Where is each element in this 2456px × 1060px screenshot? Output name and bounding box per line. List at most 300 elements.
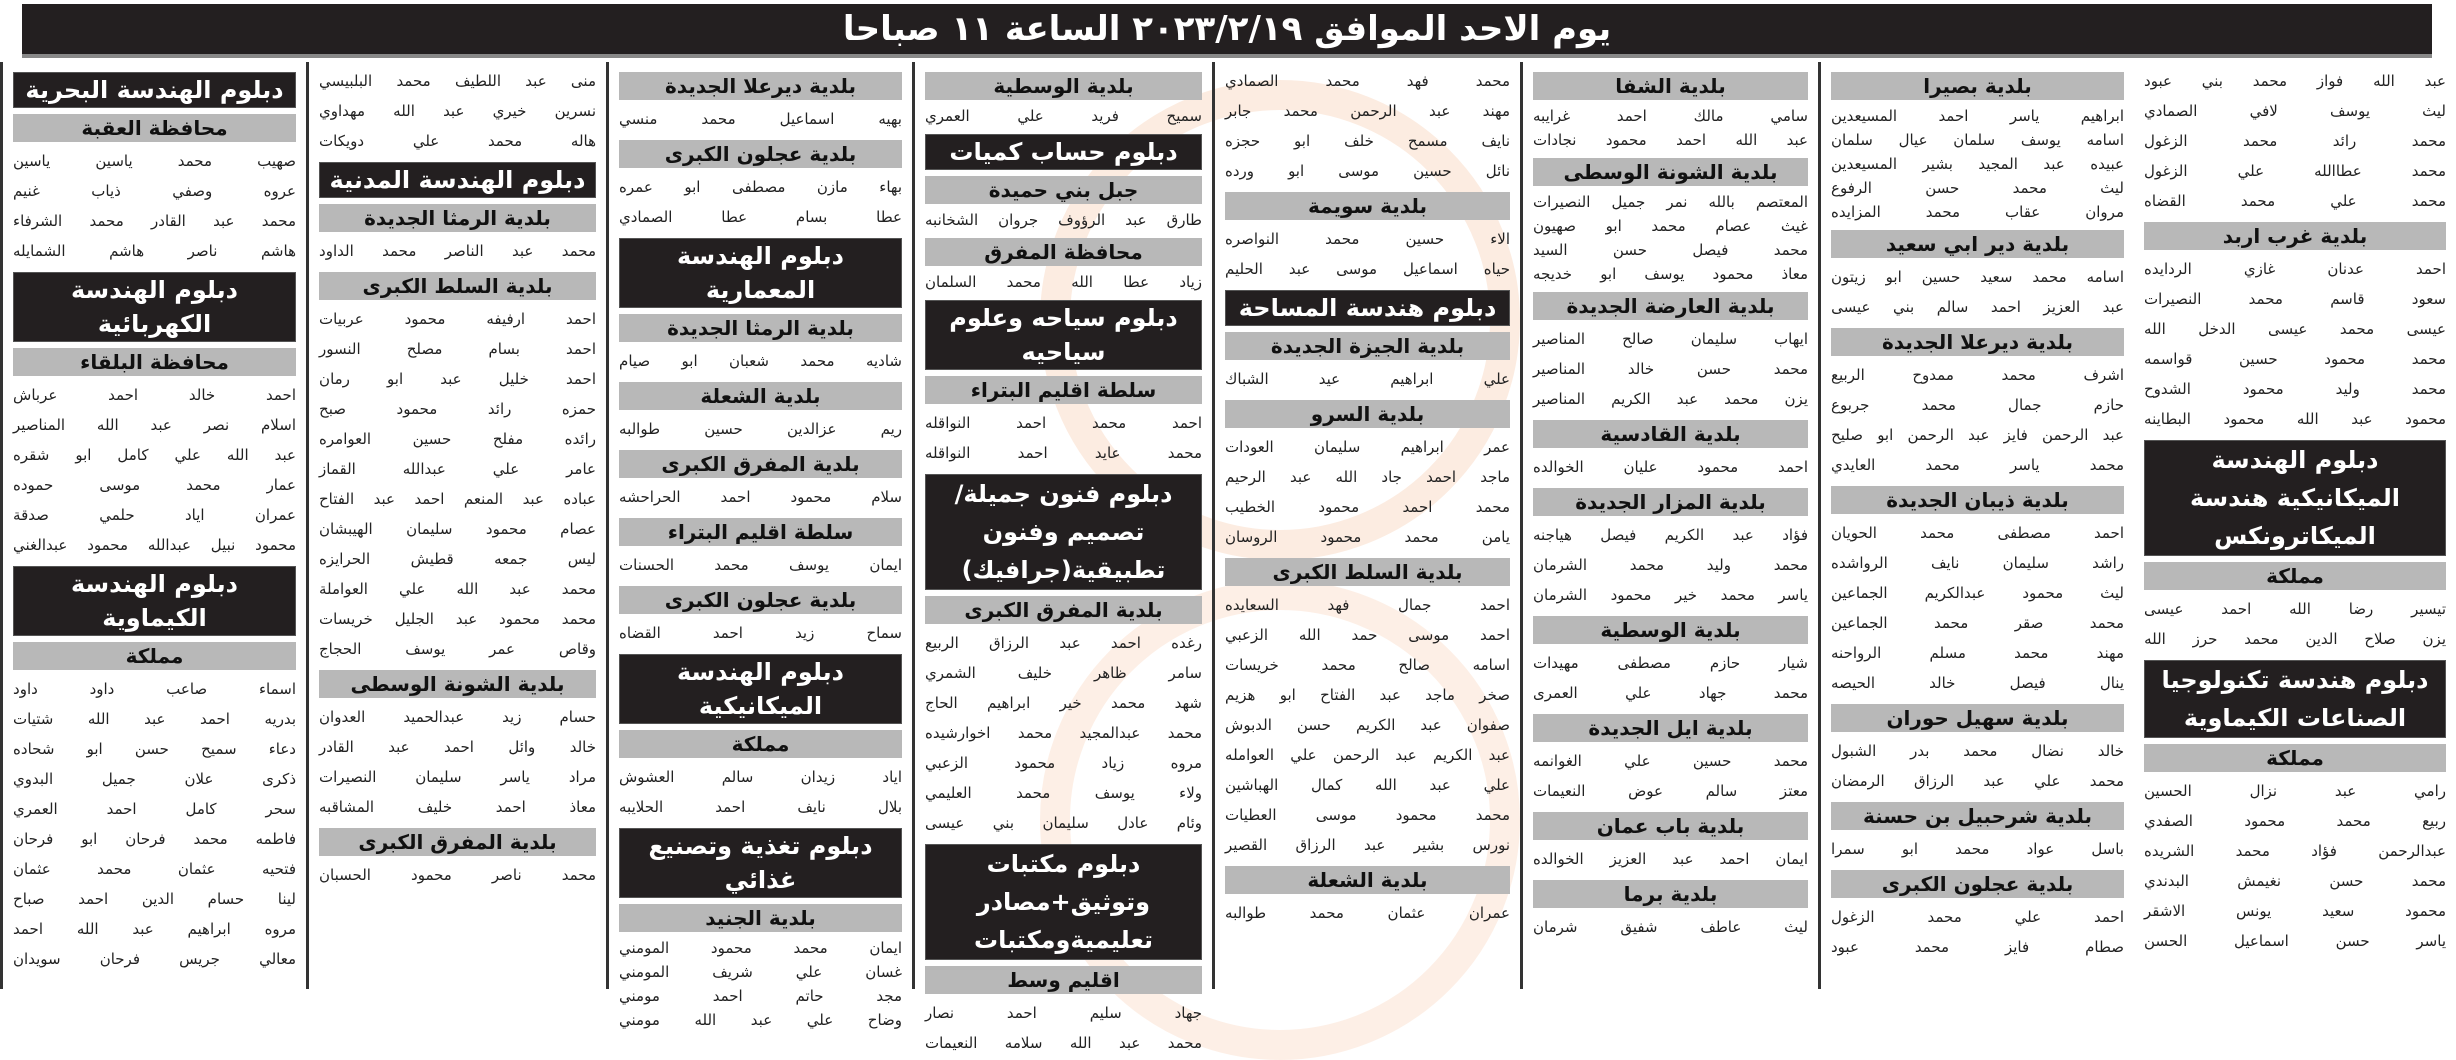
name-part: سميح — [201, 740, 237, 758]
name-part: ليس — [567, 550, 596, 568]
municipality-heading: محافظة العقبة — [13, 114, 296, 142]
name-part: عبد — [2102, 298, 2124, 316]
name-part: فرحان — [99, 950, 140, 968]
name-row — [1533, 678, 1808, 708]
municipality-heading: بلدية عجلون الكبرى — [1831, 870, 2124, 898]
name-row — [2144, 624, 2446, 654]
name-part: فيصل — [1600, 526, 1637, 544]
name-part: بلال — [877, 798, 902, 816]
name-row — [925, 408, 1202, 438]
name-part: الجليل — [394, 610, 434, 628]
municipality-heading: بلدية سهيل حوران — [1831, 704, 2124, 732]
municipality-heading: بلدية شرحبيل بن حسنة — [1831, 802, 2124, 830]
name-part: الربيع — [1831, 366, 1865, 384]
municipality-heading: بلدية عجلون الكبرى — [619, 140, 902, 168]
name-part: عبد — [373, 490, 395, 508]
name-part: بدر — [1910, 742, 1930, 760]
name-row — [13, 854, 296, 884]
name-part: عبدالله — [402, 460, 446, 478]
name-part: ذكرى — [262, 770, 296, 788]
name-part: عثمان — [1387, 904, 1426, 922]
name-part: علي — [412, 132, 440, 150]
name-row — [1831, 736, 2124, 766]
name-row — [1533, 580, 1808, 610]
name-row — [13, 914, 296, 944]
name-part: زيد — [502, 708, 522, 726]
name-row — [619, 172, 902, 202]
name-part: ارفيفه — [486, 310, 526, 328]
name-part: رمان — [319, 370, 350, 388]
name-part: صيام — [619, 352, 651, 370]
name-part: احمد — [2094, 524, 2124, 542]
diploma-heading: دبلوم الهندسة الميكانيكية — [619, 654, 902, 724]
name-part: احمد — [1676, 131, 1707, 149]
name-part: حجزه — [1225, 132, 1261, 150]
columns-container — [0, 62, 2456, 1052]
name-row — [1225, 710, 1510, 740]
name-part: سعيد — [1980, 268, 2013, 286]
diploma-heading: دبلوم الهندسة البحرية — [13, 72, 296, 108]
name-part: محمود — [2405, 410, 2446, 428]
name-part: محمد — [561, 242, 596, 260]
name-part: عبد — [144, 710, 166, 728]
name-part: عبد — [150, 416, 172, 434]
name-part: فيصل — [1692, 241, 1729, 259]
name-part: المناصير — [1533, 360, 1586, 378]
name-part: فواز — [2316, 72, 2344, 90]
name-part: فهد — [1327, 596, 1350, 614]
name-part: العودات — [1225, 438, 1274, 456]
name-part: حسين — [1405, 230, 1445, 248]
name-part: محمود — [710, 939, 752, 957]
name-part: سليمان — [2002, 554, 2049, 572]
municipality-heading: بلدية السلط الكبرى — [1225, 558, 1510, 586]
name-part: محمود — [1610, 586, 1652, 604]
name-part: كامل — [185, 800, 217, 818]
name-part: الخوالده — [1533, 850, 1584, 868]
name-part: محمد — [2248, 290, 2283, 308]
name-row — [619, 618, 902, 648]
name-part: الله — [393, 102, 415, 120]
name-row — [619, 960, 902, 984]
name-part: عليان — [1623, 458, 1658, 476]
name-part: محمد — [186, 476, 221, 494]
name-row — [13, 440, 296, 470]
name-part: الله — [2144, 320, 2166, 338]
name-part: محمود — [790, 488, 832, 506]
name-part: الشرفاء — [13, 212, 63, 230]
name-part: محمد — [193, 830, 228, 848]
name-part: عبد — [1395, 746, 1417, 764]
name-part: الرحمن — [1907, 426, 1954, 444]
name-part: ربيع — [2422, 812, 2446, 830]
name-part: موسى — [1315, 806, 1357, 824]
name-part: فتحيه — [262, 860, 296, 878]
name-part: وصفي — [172, 182, 213, 200]
name-part: محمد — [1167, 1034, 1202, 1052]
name-part: خريسات — [319, 610, 373, 628]
name-row — [13, 674, 296, 704]
name-part: الرفوع — [1831, 179, 1872, 197]
name-part: محمود — [1318, 498, 1360, 516]
name-part: صطام — [2085, 938, 2124, 956]
name-part: عبد — [1676, 390, 1699, 408]
name-row — [1533, 452, 1808, 482]
name-part: محمد — [2243, 132, 2278, 150]
name-part: مهند — [2096, 644, 2124, 662]
name-part: احمد — [715, 798, 746, 816]
name-part: احمد — [443, 738, 474, 756]
name-part: محمد — [561, 580, 596, 598]
municipality-heading: بلدية الجيزة الجديدة — [1225, 332, 1510, 360]
name-part: الله — [87, 710, 110, 728]
name-part: ناصر — [491, 866, 522, 884]
municipality-heading: بلدية دير ابي سعيد — [1831, 230, 2124, 258]
name-part: اخوارشيده — [925, 724, 991, 742]
name-part: النصيرات — [319, 768, 377, 786]
name-part: الحسنات — [619, 556, 675, 574]
name-part: حسين — [704, 420, 743, 438]
name-part: خليل — [498, 370, 529, 388]
name-part: صباح — [13, 890, 45, 908]
name-part: محمد — [89, 212, 124, 230]
name-part: ياسر — [500, 768, 530, 786]
name-part: خير — [1059, 694, 1082, 712]
name-part: محمد — [1091, 414, 1127, 432]
name-part: سلمان — [1831, 131, 1873, 149]
name-part: مسلم — [1929, 644, 1966, 662]
name-part: محمد — [1309, 904, 1344, 922]
name-part: محمد — [2411, 162, 2446, 180]
name-part: الله — [96, 416, 119, 434]
name-part: محمود — [2405, 902, 2446, 920]
name-part: المناصير — [13, 416, 66, 434]
name-part: نغيمش — [2237, 872, 2281, 890]
name-row — [1831, 766, 2124, 796]
name-part: بني — [1892, 298, 1915, 316]
name-part: ايمان — [869, 939, 902, 957]
name-part: عبد — [1289, 468, 1312, 486]
name-part: مروان — [2085, 203, 2124, 221]
municipality-heading: بلدية ديرعلا الجديدة — [1831, 328, 2124, 356]
municipality-heading: مملكة — [2144, 562, 2446, 590]
name-part: يامن — [1481, 528, 1510, 546]
name-part: محمود — [2223, 410, 2265, 428]
name-part: معاذ — [1781, 265, 1808, 283]
name-row — [13, 734, 296, 764]
name-row — [2144, 806, 2446, 836]
name-part: محمد — [1773, 241, 1808, 259]
name-part: مفلح — [492, 430, 524, 448]
name-row — [1831, 932, 2124, 962]
name-part: زياد — [1101, 754, 1125, 772]
name-part: نورس — [1472, 836, 1510, 854]
name-part: حسين — [1692, 752, 1732, 770]
name-part: دعاء — [268, 740, 296, 758]
name-row — [1533, 384, 1808, 414]
name-part: صفوان — [1466, 716, 1510, 734]
name-part: العطيات — [1225, 806, 1277, 824]
name-part: محمد — [2089, 456, 2124, 474]
name-part: جميل — [1611, 193, 1646, 211]
name-part: محمد — [1720, 586, 1755, 604]
name-part: ينال — [2099, 674, 2124, 692]
name-part: النواقله — [925, 414, 971, 432]
name-row — [1831, 578, 2124, 608]
name-part: سامي — [1770, 107, 1808, 125]
name-part: خالد — [188, 386, 216, 404]
name-part: طارق — [1166, 211, 1202, 229]
municipality-heading: بلدية الشعلة — [1225, 866, 1510, 894]
name-row — [1225, 254, 1510, 284]
name-part: جاد — [1381, 468, 1402, 486]
name-row — [1533, 238, 1808, 262]
municipality-heading: بلدية السلط الكبرى — [319, 272, 596, 300]
name-row — [2144, 594, 2446, 624]
name-part: عصام — [1715, 217, 1752, 235]
name-part: احمد — [720, 488, 751, 506]
name-part: سميح — [1166, 107, 1202, 125]
name-part: زياد — [1179, 273, 1202, 291]
name-part: ماجد — [1480, 468, 1510, 486]
name-part: المعتصم — [1755, 193, 1808, 211]
diploma-heading: دبلوم حساب كميات — [925, 134, 1202, 170]
name-part: وائل — [508, 738, 536, 756]
name-part: القادر — [151, 212, 186, 230]
name-part: علي — [1625, 684, 1652, 702]
name-row — [1533, 746, 1808, 776]
name-part: الحاج — [925, 694, 958, 712]
name-part: احمد — [2094, 908, 2124, 926]
name-part: الردايده — [2144, 260, 2192, 278]
header-banner — [22, 4, 2432, 58]
name-part: محمد — [2252, 72, 2288, 90]
name-part: نضال — [2031, 742, 2064, 760]
name-part: حرز — [2192, 630, 2218, 648]
name-part: جابر — [1225, 102, 1252, 120]
name-row — [1831, 360, 2124, 390]
name-part: صالح — [1622, 330, 1654, 348]
name-part: ابو — [1279, 686, 1296, 704]
diploma-heading: دبلوم الهندسة الميكانيكية هندسة الميكاترونكس — [2144, 440, 2446, 556]
name-part: وضاح — [867, 1011, 902, 1029]
name-part: الله — [2289, 600, 2311, 618]
name-row — [13, 824, 296, 854]
name-part: نزال — [2249, 782, 2278, 800]
name-part: الله — [456, 580, 479, 598]
name-part: سامر — [1168, 664, 1202, 682]
name-part: ولاء — [1179, 784, 1202, 802]
name-part: مازن — [816, 178, 848, 196]
name-part: خليف — [417, 798, 453, 816]
name-part: محمد — [2240, 192, 2276, 210]
column-2 — [306, 62, 606, 989]
name-part: فريد — [1091, 107, 1119, 125]
name-part: عمره — [619, 178, 653, 196]
name-part: عواد — [2026, 840, 2055, 858]
name-part: الشدوح — [2144, 380, 2191, 398]
name-row — [2144, 284, 2446, 314]
name-part: محمد — [396, 72, 431, 90]
name-part: الشباك — [1225, 370, 1269, 388]
municipality-heading: بلدية عجلون الكبرى — [619, 586, 902, 614]
name-part: محمد — [382, 242, 417, 260]
name-part: ابراهيم — [187, 920, 231, 938]
name-part: الرحمن — [2042, 426, 2089, 444]
name-row — [1831, 128, 2124, 152]
name-part: نصر — [203, 416, 230, 434]
name-part: محمود — [404, 310, 446, 328]
name-row — [1225, 800, 1510, 830]
name-part: عربيات — [319, 310, 364, 328]
name-part: ابراهيم — [2080, 107, 2124, 125]
name-row — [1831, 902, 2124, 932]
name-part: الحسن — [2144, 932, 2188, 950]
name-part: حسن — [1296, 716, 1331, 734]
municipality-heading: مملكة — [619, 730, 902, 758]
name-part: العمري — [13, 800, 58, 818]
name-row — [925, 104, 1202, 128]
name-part: العوامره — [319, 430, 372, 448]
name-part: نبيل — [210, 536, 236, 554]
name-part: عصام — [560, 520, 596, 538]
name-part: باسل — [2091, 840, 2124, 858]
page-title: يوم الاحد الموافق ٢٠٢٣/٢/١٩ الساعة ١١ صباحا — [842, 9, 1612, 49]
name-part: بسام — [488, 340, 520, 358]
name-part: يوسف — [405, 640, 446, 658]
name-part: احمد — [495, 798, 526, 816]
name-row — [1533, 648, 1808, 678]
name-part: سالم — [1936, 298, 1969, 316]
name-row — [2144, 374, 2446, 404]
name-part: عبد — [1420, 716, 1442, 734]
name-part: محمد — [2089, 772, 2124, 790]
name-row — [319, 126, 596, 156]
name-part: سالم — [1705, 782, 1738, 800]
name-row — [925, 208, 1202, 232]
name-part: احمد — [566, 340, 596, 358]
name-part: هاشم — [109, 242, 145, 260]
name-part: سلام — [871, 488, 902, 506]
name-part: محمود — [2324, 350, 2366, 368]
name-part: محمد — [1475, 498, 1510, 516]
name-part: الزغول — [2144, 132, 2188, 150]
name-row — [1225, 96, 1510, 126]
name-part: فؤاد — [2311, 842, 2337, 860]
name-part: غسان — [865, 963, 902, 981]
name-part: شقره — [13, 446, 50, 464]
name-part: صالح — [1398, 656, 1430, 674]
name-row — [319, 454, 596, 484]
name-part: ابو — [684, 178, 701, 196]
name-part: الشمايله — [13, 242, 66, 260]
name-part: نصار — [925, 1004, 955, 1022]
name-part: عبد — [455, 610, 478, 628]
name-row — [1225, 680, 1510, 710]
name-part: الله — [694, 1011, 717, 1029]
name-part: ابو — [387, 370, 404, 388]
name-part: البلبيسي — [319, 72, 373, 90]
name-row — [619, 1008, 902, 1032]
name-part: محمد — [1475, 806, 1510, 824]
name-row — [1225, 898, 1510, 928]
name-row — [1225, 650, 1510, 680]
name-part: عمر — [1484, 438, 1510, 456]
name-row — [1831, 450, 2124, 480]
name-part: شفيق — [1620, 918, 1658, 936]
name-part: بهيه — [878, 110, 902, 128]
name-row — [319, 236, 596, 266]
name-row — [319, 860, 596, 890]
name-row — [925, 778, 1202, 808]
name-row — [1225, 364, 1510, 394]
name-row — [1533, 214, 1808, 238]
name-part: عيسى — [2268, 320, 2308, 338]
name-part: الصمادي — [2144, 102, 2198, 120]
name-part: فايز — [2003, 426, 2028, 444]
name-part: الحسين — [2144, 782, 2192, 800]
name-row — [13, 794, 296, 824]
name-row — [2144, 896, 2446, 926]
name-part: وليد — [1706, 556, 1731, 574]
name-part: عبد — [1488, 746, 1510, 764]
name-row — [319, 792, 596, 822]
name-part: اسامه — [1472, 656, 1510, 674]
name-part: الشبول — [1831, 742, 1877, 760]
name-part: الاشقر — [2144, 902, 2186, 920]
name-part: ذياب — [91, 182, 121, 200]
name-part: احمد — [2221, 600, 2252, 618]
name-row — [319, 66, 596, 96]
name-part: محمد — [177, 152, 212, 170]
name-part: المزايده — [1831, 203, 1881, 221]
name-part: محمد — [2089, 614, 2124, 632]
name-part: المشاقبه — [319, 798, 375, 816]
name-part: بسام — [795, 208, 828, 226]
name-part: الدين — [2305, 630, 2338, 648]
name-part: عطاالله — [2314, 162, 2362, 180]
name-part: رضا — [2348, 600, 2374, 618]
name-row — [619, 936, 902, 960]
name-part: عمر — [489, 640, 516, 658]
name-part: عبد — [440, 370, 462, 388]
name-part: محمد — [2411, 350, 2446, 368]
name-part: سليمان — [406, 520, 453, 538]
name-part: محمد — [2244, 630, 2279, 648]
name-part: حسن — [2335, 932, 2370, 950]
name-part: اسماعيل — [2234, 932, 2289, 950]
name-part: النواقله — [925, 444, 971, 462]
name-part: عبدالمجيد — [1079, 724, 1141, 742]
name-part: صقر — [2014, 614, 2044, 632]
name-part: المناصير — [1533, 330, 1586, 348]
name-row — [2144, 926, 2446, 956]
diploma-heading: دبلوم تغذية وتصنيع غذائي — [619, 828, 902, 898]
name-part: ابو — [81, 830, 98, 848]
name-part: صليح — [1831, 426, 1863, 444]
name-part: الاء — [1490, 230, 1510, 248]
name-part: غنيم — [13, 182, 40, 200]
name-part: علي — [1017, 107, 1044, 125]
name-part: خير — [1674, 586, 1698, 604]
name-part: هاله — [570, 132, 596, 150]
name-part: الله — [226, 446, 249, 464]
name-part: عبد — [509, 580, 531, 598]
name-part: الزغول — [2144, 162, 2188, 180]
name-part: العزيز — [2043, 298, 2081, 316]
name-row — [1533, 128, 1808, 152]
name-part: محمد — [2235, 842, 2270, 860]
